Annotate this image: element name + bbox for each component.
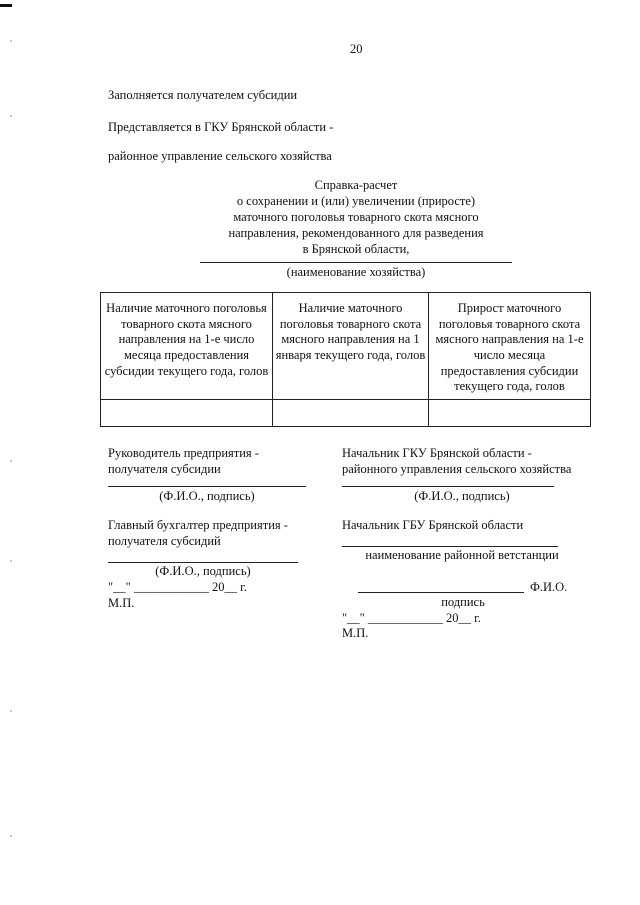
vet-station-caption: наименование районной ветстанции — [365, 548, 559, 562]
gku-head-signature-line — [342, 486, 554, 487]
header-cell-january: Наличие маточного поголовья товарного скота мясного направления на 1 января текущего года, голов — [273, 293, 429, 400]
gbu-signature-line — [358, 592, 524, 593]
enterprise-head-caption: (Ф.И.О., подпись) — [159, 489, 255, 503]
table-header-row — [101, 293, 591, 400]
left-stamp-label: М.П. — [108, 596, 135, 610]
scan-dot — [10, 115, 12, 117]
title-line-5: в Брянской области, — [302, 242, 410, 256]
title-line-1: Справка-расчет — [314, 178, 398, 192]
livestock-table — [100, 292, 591, 427]
accountant-caption: (Ф.И.О., подпись) — [155, 564, 251, 578]
scan-dot — [10, 710, 12, 712]
gku-head-title-2: районного управления сельского хозяйства — [342, 462, 572, 476]
farm-name-line — [200, 262, 512, 263]
value-cell-current-month[interactable] — [101, 399, 273, 426]
header-filled-by: Заполняется получателем субсидии — [108, 88, 298, 102]
right-date-line: "__" ____________ 20__ г. — [342, 611, 481, 625]
header-submitted-to: Представляется в ГКУ Брянской области - — [108, 120, 334, 134]
gbu-head-title: Начальник ГБУ Брянской области — [342, 518, 524, 532]
value-cell-january[interactable] — [273, 399, 429, 426]
accountant-title-1: Главный бухгалтер предприятия - — [108, 518, 288, 532]
enterprise-head-title-2: получателя субсидии — [108, 462, 221, 476]
table-row — [101, 399, 591, 426]
right-stamp-label: М.П. — [342, 626, 369, 640]
scan-dot — [10, 460, 12, 462]
left-date-line: "__" ____________ 20__ г. — [108, 580, 247, 594]
fio-label: Ф.И.О. — [530, 580, 568, 594]
gku-head-title-1: Начальник ГКУ Брянской области - — [342, 446, 532, 460]
scan-dot — [10, 835, 12, 837]
header-cell-current-month: Наличие маточного поголовья товарного скота мясного направления на 1-е число месяца предоставления субсидии текущего года, голов — [101, 293, 273, 400]
enterprise-head-title-1: Руководитель предприятия - — [108, 446, 259, 460]
header-cell-growth: Прирост маточного поголовья товарного скота мясного направления на 1-е число месяца предоставления субсидии текущего года, голов — [429, 293, 591, 400]
farm-name-caption: (наименование хозяйства) — [286, 265, 426, 279]
accountant-title-2: получателя субсидий — [108, 534, 221, 548]
title-line-2: о сохранении и (или) увеличении (приросте) — [236, 194, 476, 208]
signature-caption: подпись — [441, 595, 485, 609]
enterprise-head-signature-line — [108, 486, 306, 487]
title-line-4: направления, рекомендованного для разведения — [228, 226, 484, 240]
scan-dot — [10, 40, 12, 42]
title-line-3: маточного поголовья товарного скота мясного — [233, 210, 479, 224]
header-department: районное управление сельского хозяйства — [108, 149, 332, 163]
scan-corner-mark — [0, 4, 12, 7]
value-cell-growth[interactable] — [429, 399, 591, 426]
gku-head-caption: (Ф.И.О., подпись) — [414, 489, 510, 503]
scan-dot — [10, 560, 12, 562]
vet-station-line — [342, 546, 558, 547]
accountant-signature-line — [108, 562, 298, 563]
page-number: 20 — [350, 42, 363, 56]
